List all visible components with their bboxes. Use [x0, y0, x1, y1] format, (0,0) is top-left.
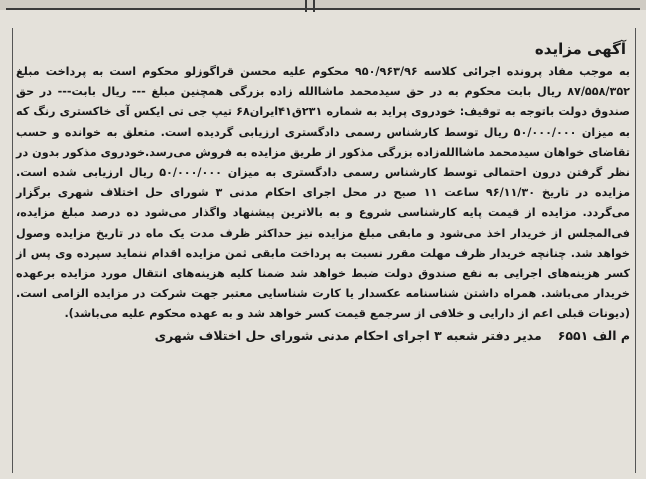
top-border-rule [6, 8, 640, 10]
page-notch-mark [305, 0, 315, 12]
notice-title: آگهی مزایده [534, 40, 626, 58]
auction-notice [16, 38, 630, 346]
notice-reference-code: م الف ۶۵۵۱ [557, 327, 630, 343]
notice-footer [16, 326, 630, 346]
notice-signature: مدیر دفتر شعبه ۳ اجرای احکام مدنی شورای حل اختلاف شهری [154, 327, 542, 343]
notice-body: به موجب مفاد پرونده اجرائی کلاسه ۹۵۰/۹۶۳/۹۶ محکوم علیه محسن قراگوزلو محکوم است به پرداخت مبلغ ۸۷/۵۵۸/۳۵۲ ریال بابت محکوم به در حق سیدمحمد ماشاالله زاده بزرگی همچنین مبلغ --- ریال بابت--- در حق صندوق دولت باتوجه به توقیف: خودروی پراید به شماره ۲۳۱ق۴۱ایران۶۸ تیپ جی تی ایکس آی خاکستری رنگ که به میزان ۵۰/۰۰۰/۰۰۰ ریال توسط کارشناس رسمی دادگستری ارزیابی گردیده است. متعلق به خوانده و حسب تقاضای خواهان سیدمحمد ماشاالله‌زاده بزرگی مذکور از طریق مزایده به فروش می‌رسد.خودروی مذکور بدون در نظر گرفتن درون احتمالی توسط کارشناس رسمی دادگستری به میزان ۵۰/۰۰۰/۰۰۰ ریال ارزیابی شده است. مزایده در تاریخ ۹۶/۱۱/۳۰ ساعت ۱۱ صبح در محل اجرای احکام مدنی ۳ شورای حل اختلاف شهری برگزار می‌گردد. مزایده از قیمت پایه کارشناسی شروع و به بالاترین پیشنهاد واگذار می‌شود ده درصد مبلغ مزایده، فی‌المجلس از خریدار اخذ می‌شود و مابقی مبلغ مزایده نیز حداکثر ظرف مدت یک ماه در تاریخ مزایده وصول خواهد شد. چنانچه خریدار ظرف مهلت مقرر نسبت به پرداخت مابقی ثمن مزایده اقدام ننماید سپرده وی پس از کسر هزینه‌های اجرایی به نفع صندوق دولت ضبط خواهد شد ضمنا کلیه هزینه‌های انتقال مورد مزایده برعهده خریدار می‌باشد. همراه داشتن شناسنامه عکسدار یا کارت شناسایی معتبر جهت شرکت در مزایده الزامی است. (دیونات قبلی اعم از دارایی و خلافی از سرجمع قیمت کسر خواهد شد و به عهده محکوم علیه می‌باشد). [16, 65, 631, 321]
